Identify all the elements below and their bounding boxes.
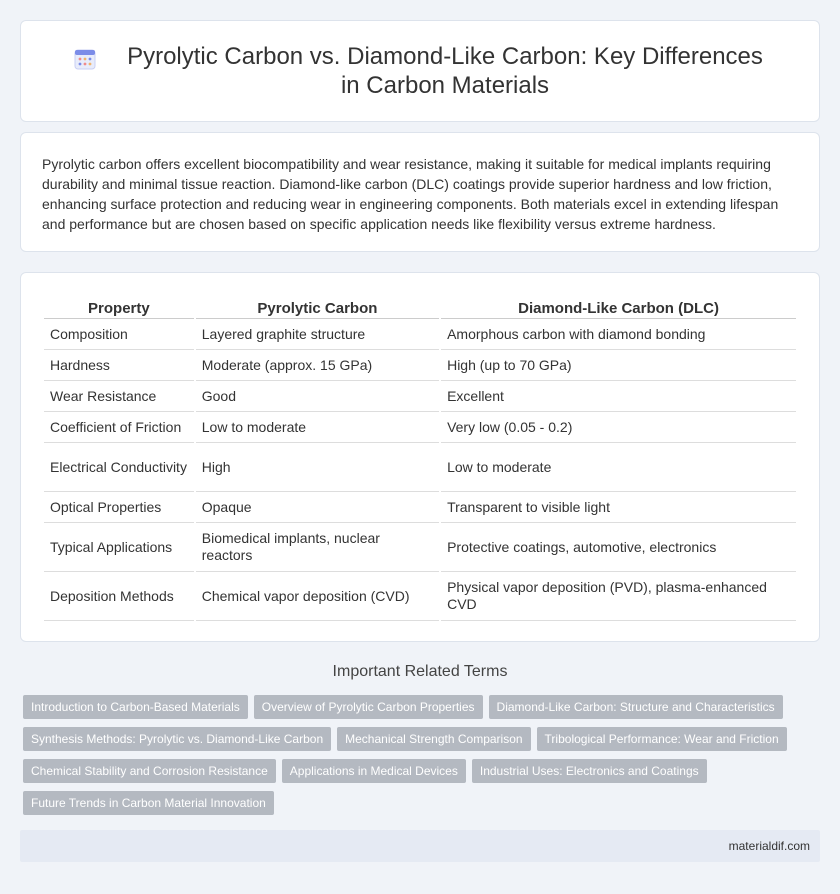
row-dlc-value: Excellent: [441, 381, 796, 412]
row-dlc-value: Physical vapor deposition (PVD), plasma-enhanced CVD: [441, 572, 796, 621]
table-row: [44, 572, 796, 621]
related-term-tag[interactable]: Chemical Stability and Corrosion Resistance: [23, 759, 276, 783]
row-pyrolytic-value: Good: [196, 381, 439, 412]
header-dlc: Diamond-Like Carbon (DLC): [441, 295, 796, 319]
header-pyrolytic-carbon: Pyrolytic Carbon: [196, 295, 439, 319]
related-term-tag[interactable]: Synthesis Methods: Pyrolytic vs. Diamond-Like Carbon: [23, 727, 331, 751]
row-property: Typical Applications: [44, 523, 194, 572]
row-property: Electrical Conductivity: [44, 443, 194, 492]
row-pyrolytic-value: Layered graphite structure: [196, 319, 439, 350]
related-term-tag[interactable]: Industrial Uses: Electronics and Coatings: [472, 759, 707, 783]
table-row: [44, 523, 796, 572]
row-property: Deposition Methods: [44, 572, 194, 621]
related-term-tag[interactable]: Mechanical Strength Comparison: [337, 727, 530, 751]
row-property: Hardness: [44, 350, 194, 381]
page-title: Pyrolytic Carbon vs. Diamond-Like Carbon: Key Differences in Carbon Materials: [127, 43, 763, 99]
row-property: Composition: [44, 319, 194, 350]
table-row: [44, 350, 796, 381]
comparison-table-card: [20, 272, 820, 642]
header-property: Property: [44, 295, 194, 319]
row-pyrolytic-value: Low to moderate: [196, 412, 439, 443]
footer-site-link[interactable]: materialdif.com: [728, 839, 810, 853]
row-pyrolytic-value: Biomedical implants, nuclear reactors: [196, 523, 439, 572]
row-pyrolytic-value: Moderate (approx. 15 GPa): [196, 350, 439, 381]
summary-text: Pyrolytic carbon offers excellent biocompatibility and wear resistance, making it suitable for medical implants requiring durability and minimal tissue reaction. Diamond-like carbon (DLC) coatings provide superior hardness and low friction, enhancing surface protection and reducing wear in engineering components. Both materials excel in extending lifespan and performance but are chosen based on specific application needs like flexibility versus extreme hardness.: [42, 156, 779, 232]
row-property: Coefficient of Friction: [44, 412, 194, 443]
table-row: [44, 492, 796, 523]
related-term-tag[interactable]: Applications in Medical Devices: [282, 759, 466, 783]
row-dlc-value: Very low (0.05 - 0.2): [441, 412, 796, 443]
footer: [20, 830, 820, 862]
row-dlc-value: Protective coatings, automotive, electronics: [441, 523, 796, 572]
related-terms-list: [23, 695, 813, 815]
row-property: Optical Properties: [44, 492, 194, 523]
related-term-tag[interactable]: Overview of Pyrolytic Carbon Properties: [254, 695, 483, 719]
table-row: [44, 412, 796, 443]
table-row: [44, 381, 796, 412]
row-dlc-value: High (up to 70 GPa): [441, 350, 796, 381]
row-property: Wear Resistance: [44, 381, 194, 412]
row-dlc-value: Transparent to visible light: [441, 492, 796, 523]
row-dlc-value: Low to moderate: [441, 443, 796, 492]
related-term-tag[interactable]: Future Trends in Carbon Material Innovation: [23, 791, 274, 815]
summary-card: [20, 132, 820, 252]
related-term-tag[interactable]: Diamond-Like Carbon: Structure and Characteristics: [489, 695, 783, 719]
related-terms-title: Important Related Terms: [332, 663, 508, 680]
comparison-table: [42, 295, 798, 621]
related-term-tag[interactable]: Tribological Performance: Wear and Friction: [537, 727, 787, 751]
row-dlc-value: Amorphous carbon with diamond bonding: [441, 319, 796, 350]
row-pyrolytic-value: High: [196, 443, 439, 492]
row-pyrolytic-value: Chemical vapor deposition (CVD): [196, 572, 439, 621]
header-card: [20, 20, 820, 122]
related-term-tag[interactable]: Introduction to Carbon-Based Materials: [23, 695, 248, 719]
table-header-row: [44, 295, 796, 319]
table-row: [44, 319, 796, 350]
table-row: [44, 443, 796, 492]
row-pyrolytic-value: Opaque: [196, 492, 439, 523]
